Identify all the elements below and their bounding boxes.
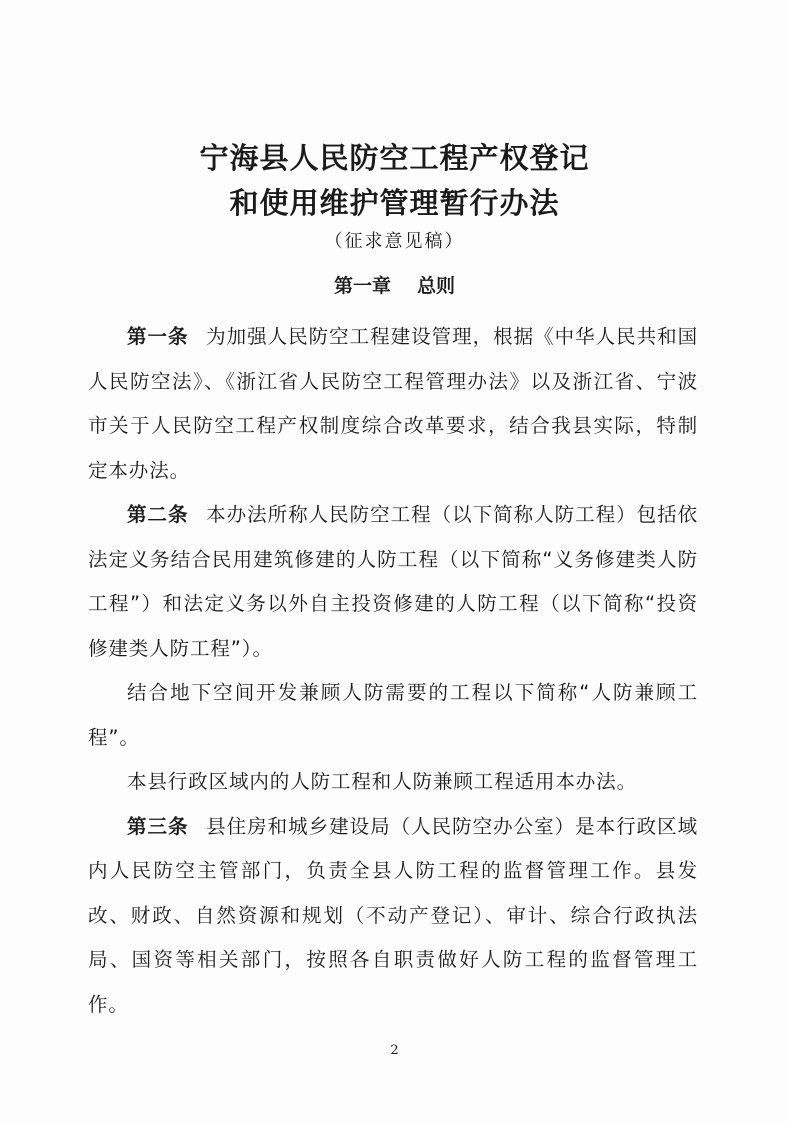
article-1-label: 第一条	[127, 325, 189, 348]
chapter-name: 总则	[417, 275, 456, 297]
article-3-text: 县住房和城乡建设局（人民防空办公室）是本行政区域内人民防空主管部门，负责全县人防工程的监督管理工作。县发改、财政、自然资源和规划（不动产登记）、审计、综合行政执法局、国资等相关部门，按照各自职责做好人防工程的监督管理工作。	[88, 814, 698, 1016]
draft-subtitle: （征求意见稿）	[324, 231, 465, 252]
article-1-text: 为加强人民防空工程建设管理，根据《中华人民共和国人民防空法》、《浙江省人民防空工程管理办法》以及浙江省、宁波市关于人民防空工程产权制度综合改革要求，结合我县实际，特制定本办法。	[88, 325, 698, 482]
article-3-paragraph	[88, 805, 698, 1028]
chapter-number: 第一章	[333, 275, 391, 297]
article-2-clause-2-text: 结合地下空间开发兼顾人防需要的工程以下简称“人防兼顾工程”。	[88, 681, 698, 749]
article-1-paragraph	[88, 315, 698, 493]
document-title-line-1: 宁海县人民防空工程产权登记	[199, 141, 590, 175]
article-2-clause-3	[88, 760, 698, 805]
article-3-label: 第三条	[127, 814, 189, 838]
chapter-heading	[0, 274, 789, 298]
article-2-clause-3-text: 本县行政区域内的人防工程和人防兼顾工程适用本办法。	[127, 770, 638, 793]
article-2-label: 第二条	[127, 503, 189, 526]
page-number: 2	[390, 1043, 399, 1058]
document-body	[88, 315, 698, 1027]
article-2-text: 本办法所称人民防空工程（以下简称人防工程）包括依法定义务结合民用建筑修建的人防工程（以下简称“义务修建类人防工程”）和法定义务以外自主投资修建的人防工程（以下简称“投资修建类人防工程”）。	[88, 503, 698, 660]
document-title-line-2: 和使用维护管理暂行办法	[229, 186, 560, 220]
article-2-clause-2	[88, 671, 698, 760]
article-2-paragraph	[88, 493, 698, 671]
